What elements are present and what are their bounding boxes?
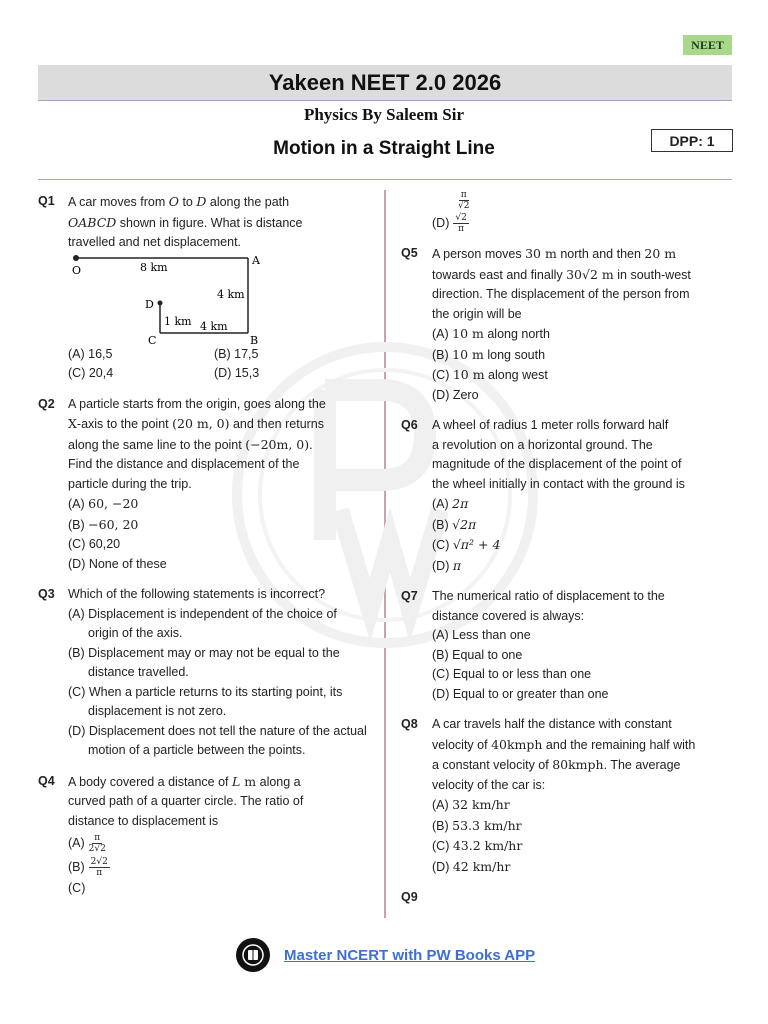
question-number: Q9 bbox=[401, 890, 418, 904]
option-d[interactable]: (D) Displacement does not tell the nature of the actual motion of a particle between the points. bbox=[68, 723, 367, 757]
subtitle: Physics By Saleem Sir bbox=[303, 105, 465, 124]
option-a[interactable]: (A) Displacement is independent of the choice of origin of the axis. bbox=[68, 606, 337, 640]
option-d[interactable]: (D) π bbox=[432, 557, 462, 573]
option-c[interactable]: (C) When a particle returns to its starting point, its displacement is not zero. bbox=[68, 684, 343, 718]
option-a[interactable]: (A) 16,5 bbox=[68, 346, 113, 361]
option-b[interactable]: (B) Equal to one bbox=[432, 647, 523, 662]
neet-tag: NEET bbox=[683, 35, 732, 55]
option-a[interactable]: (A) Less than one bbox=[432, 628, 531, 642]
question-number: Q2 bbox=[38, 396, 55, 411]
path-figure bbox=[68, 253, 308, 345]
option-c[interactable]: (C) 43.2 km/hr bbox=[432, 838, 523, 853]
question-number: Q3 bbox=[38, 587, 55, 601]
option-d[interactable]: (D) 15,3 bbox=[214, 366, 260, 380]
label-b: B bbox=[250, 333, 259, 345]
label-d: D bbox=[145, 297, 154, 311]
question-text: A body covered a distance of L m along a curved path of a quarter circle. The ratio of distance to displacement is bbox=[68, 773, 304, 828]
question-number: Q7 bbox=[401, 589, 418, 603]
question-number: Q4 bbox=[38, 773, 55, 788]
question-q7 bbox=[401, 587, 731, 704]
question-text: The numerical ratio of displacement to the distance covered is always: bbox=[432, 589, 665, 623]
left-column bbox=[38, 192, 368, 899]
option-a[interactable]: (A) $\frac{\pi}{2√2}$ bbox=[68, 833, 106, 855]
option-b[interactable]: (B) 53.3 km/hr bbox=[432, 817, 522, 833]
question-q4 bbox=[38, 772, 368, 899]
footer-link[interactable]: Master NCERT with PW Books APP bbox=[284, 946, 536, 964]
option-b[interactable]: (B) −60, 20 bbox=[68, 516, 139, 532]
label-oa: 8 km bbox=[140, 260, 168, 274]
title-text: Yakeen NEET 2.0 2026 bbox=[268, 69, 502, 95]
option-a[interactable]: (A) 32 km/hr bbox=[432, 797, 510, 812]
option-d[interactable]: (D) Zero bbox=[432, 387, 479, 402]
option-a[interactable]: (A) 2π bbox=[432, 496, 469, 511]
dpp-badge: DPP: 1 bbox=[651, 129, 733, 152]
q4-option-d[interactable]: (D) $\frac{√2}{\pi}$ bbox=[432, 213, 467, 235]
page-title bbox=[38, 65, 732, 101]
question-q3 bbox=[38, 585, 368, 761]
option-c[interactable]: (C) √π² + 4 bbox=[432, 537, 501, 552]
question-number: Q6 bbox=[401, 418, 418, 432]
option-c[interactable]: (C) Equal to or less than one bbox=[432, 667, 592, 681]
chapter-title: Motion in a Straight Line bbox=[273, 138, 495, 159]
question-text: A car moves from O to D along the path OABCD shown in figure. What is distance travelled and net displacement. bbox=[68, 194, 303, 249]
option-c[interactable]: (C) bbox=[68, 881, 86, 895]
question-text: A car travels half the distance with constant velocity of 40kmph and the remaining half with a constant velocity of 80kmph. The average velocity of the car is: bbox=[432, 717, 696, 792]
question-number: Q1 bbox=[38, 194, 55, 208]
option-c[interactable]: (C) 10 m along west bbox=[432, 367, 548, 382]
question-number: Q8 bbox=[401, 717, 418, 731]
header-divider bbox=[38, 179, 732, 180]
option-d[interactable]: (D) None of these bbox=[68, 556, 167, 571]
question-text: Which of the following statements is incorrect? bbox=[68, 587, 326, 601]
option-d[interactable]: (D) 42 km/hr bbox=[432, 858, 511, 874]
question-q6 bbox=[401, 416, 731, 576]
option-d[interactable]: (D) Equal to or greater than one bbox=[432, 686, 609, 701]
question-q2 bbox=[38, 395, 368, 575]
option-b[interactable]: (B) Displacement may or may not be equal to the distance travelled. bbox=[68, 645, 340, 679]
option-c[interactable]: (C) 20,4 bbox=[68, 366, 114, 380]
question-text: A wheel of radius 1 meter rolls forward half a revolution on a horizontal ground. The magnitude of the displacement of the point of the wheel initially in contact with the ground is bbox=[432, 418, 685, 491]
option-b[interactable]: (B) $\frac{2√2}{\pi}$ bbox=[68, 857, 108, 879]
question-number: Q5 bbox=[401, 246, 418, 260]
question-q9 bbox=[401, 888, 731, 908]
option-a[interactable]: (A) 10 m along north bbox=[432, 326, 550, 341]
right-column bbox=[401, 190, 731, 908]
option-b[interactable]: (B) 10 m long south bbox=[432, 346, 546, 362]
label-c: C bbox=[148, 333, 157, 345]
option-b[interactable]: (B) 17,5 bbox=[214, 346, 259, 361]
option-a[interactable]: (A) 60, −20 bbox=[68, 496, 139, 511]
book-app-icon[interactable] bbox=[236, 938, 270, 972]
q4-option-c-fraction: $\frac{\pi}{√2}$ bbox=[458, 190, 470, 211]
label-a: A bbox=[252, 253, 260, 267]
column-divider bbox=[384, 190, 386, 918]
label-cd: 1 km bbox=[164, 314, 192, 328]
label-bc: 4 km bbox=[200, 319, 228, 333]
question-q8 bbox=[401, 715, 731, 877]
label-o: O bbox=[72, 263, 82, 277]
question-text: A particle starts from the origin, goes along the X-axis to the point (20 m, 0) and then returns along the same line to the point (−20m, 0). Find the distance and displacement of the particle during the trip. bbox=[68, 396, 326, 491]
option-c[interactable]: (C) 60,20 bbox=[68, 537, 121, 551]
question-q1 bbox=[38, 192, 368, 384]
footer bbox=[236, 938, 535, 972]
question-q5 bbox=[401, 244, 731, 405]
option-b[interactable]: (B) √2π bbox=[432, 516, 477, 532]
question-text: A person moves 30 m north and then 20 m towards east and finally 30√2 m in south-west direction. The displacement of the person from the origin will be bbox=[432, 246, 691, 321]
label-ab: 4 km bbox=[217, 287, 245, 301]
